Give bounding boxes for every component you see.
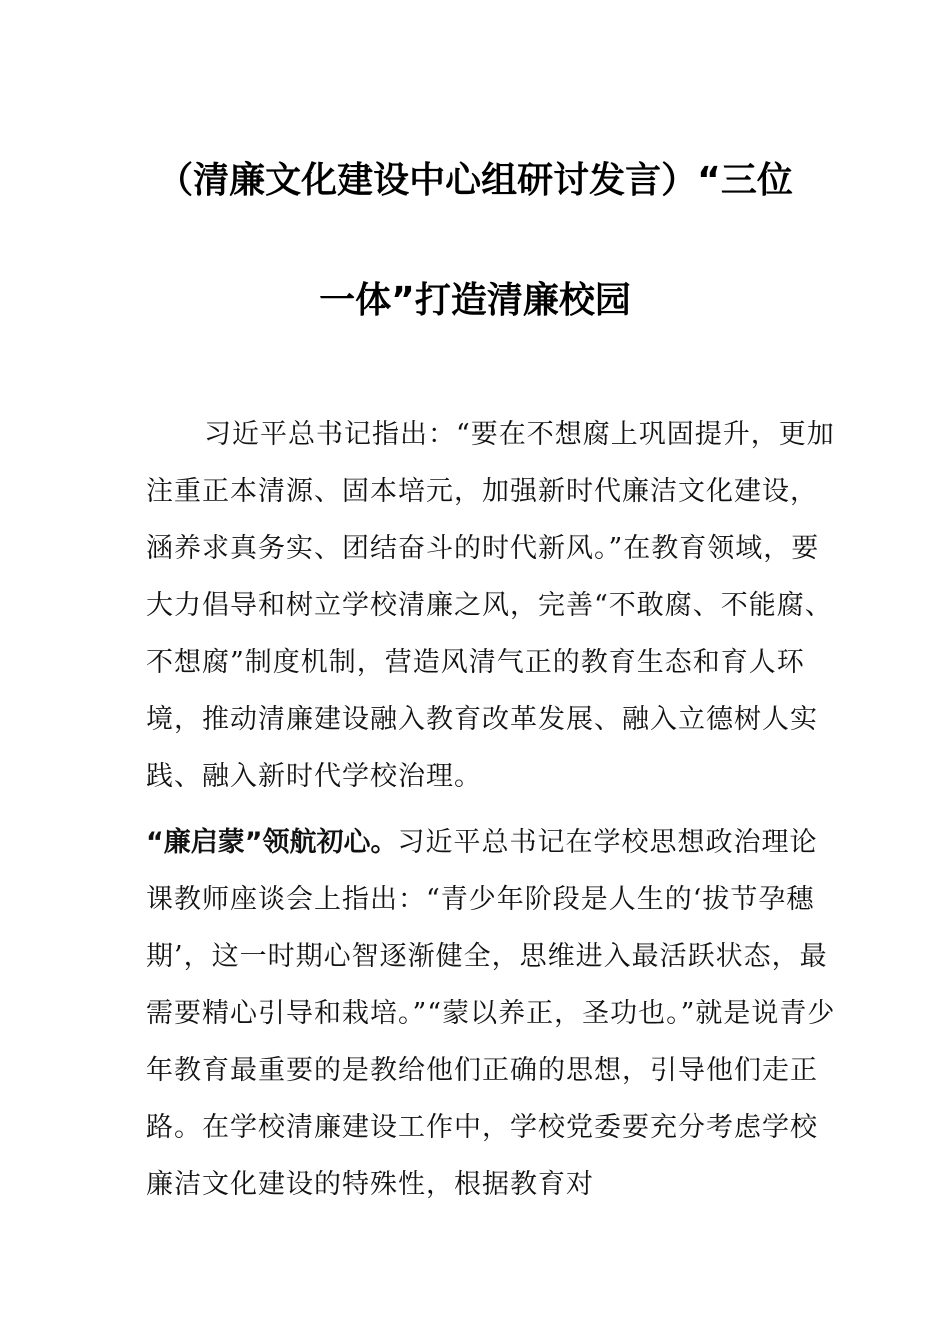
paragraph-1: 习近平总书记指出：“要在不想腐上巩固提升，更加注重正本清源、固本培元，加强新时代廉洁文化建设，涵养求真务实、团结奋斗的时代新风。”在教育领域，要大力倡导和树立学校清廉之风，完善“不敢腐、不能腐、不想腐”制度机制，营造风清气正的教育生态和育人环境，推动清廉建设融入教育改革发展、融入立德树人实践、融入新时代学校治理。	[146, 419, 835, 792]
document-title-line-1: （清廉文化建设中心组研讨发言）“三位	[157, 160, 793, 201]
paragraph-2-body: 习近平总书记在学校思想政治理论课教师座谈会上指出：“青少年阶段是人生的‘拔节孕穗期’，这一时期心智逐渐健全，思维进入最活跃状态，最需要精心引导和栽培。”“蒙以养正，圣功也。”就是说青少年教育最重要的是教给他们正确的思想，引导他们走正路。在学校清廉建设工作中，学校党委要充分考虑学校廉洁文化建设的特殊性，根据教育对	[146, 827, 836, 1200]
paragraph-2	[146, 814, 836, 1213]
document-title-line-2: 一体”打造清廉校园	[319, 280, 631, 321]
paragraph-2-heading: “廉启蒙”领航初心。	[146, 827, 398, 858]
